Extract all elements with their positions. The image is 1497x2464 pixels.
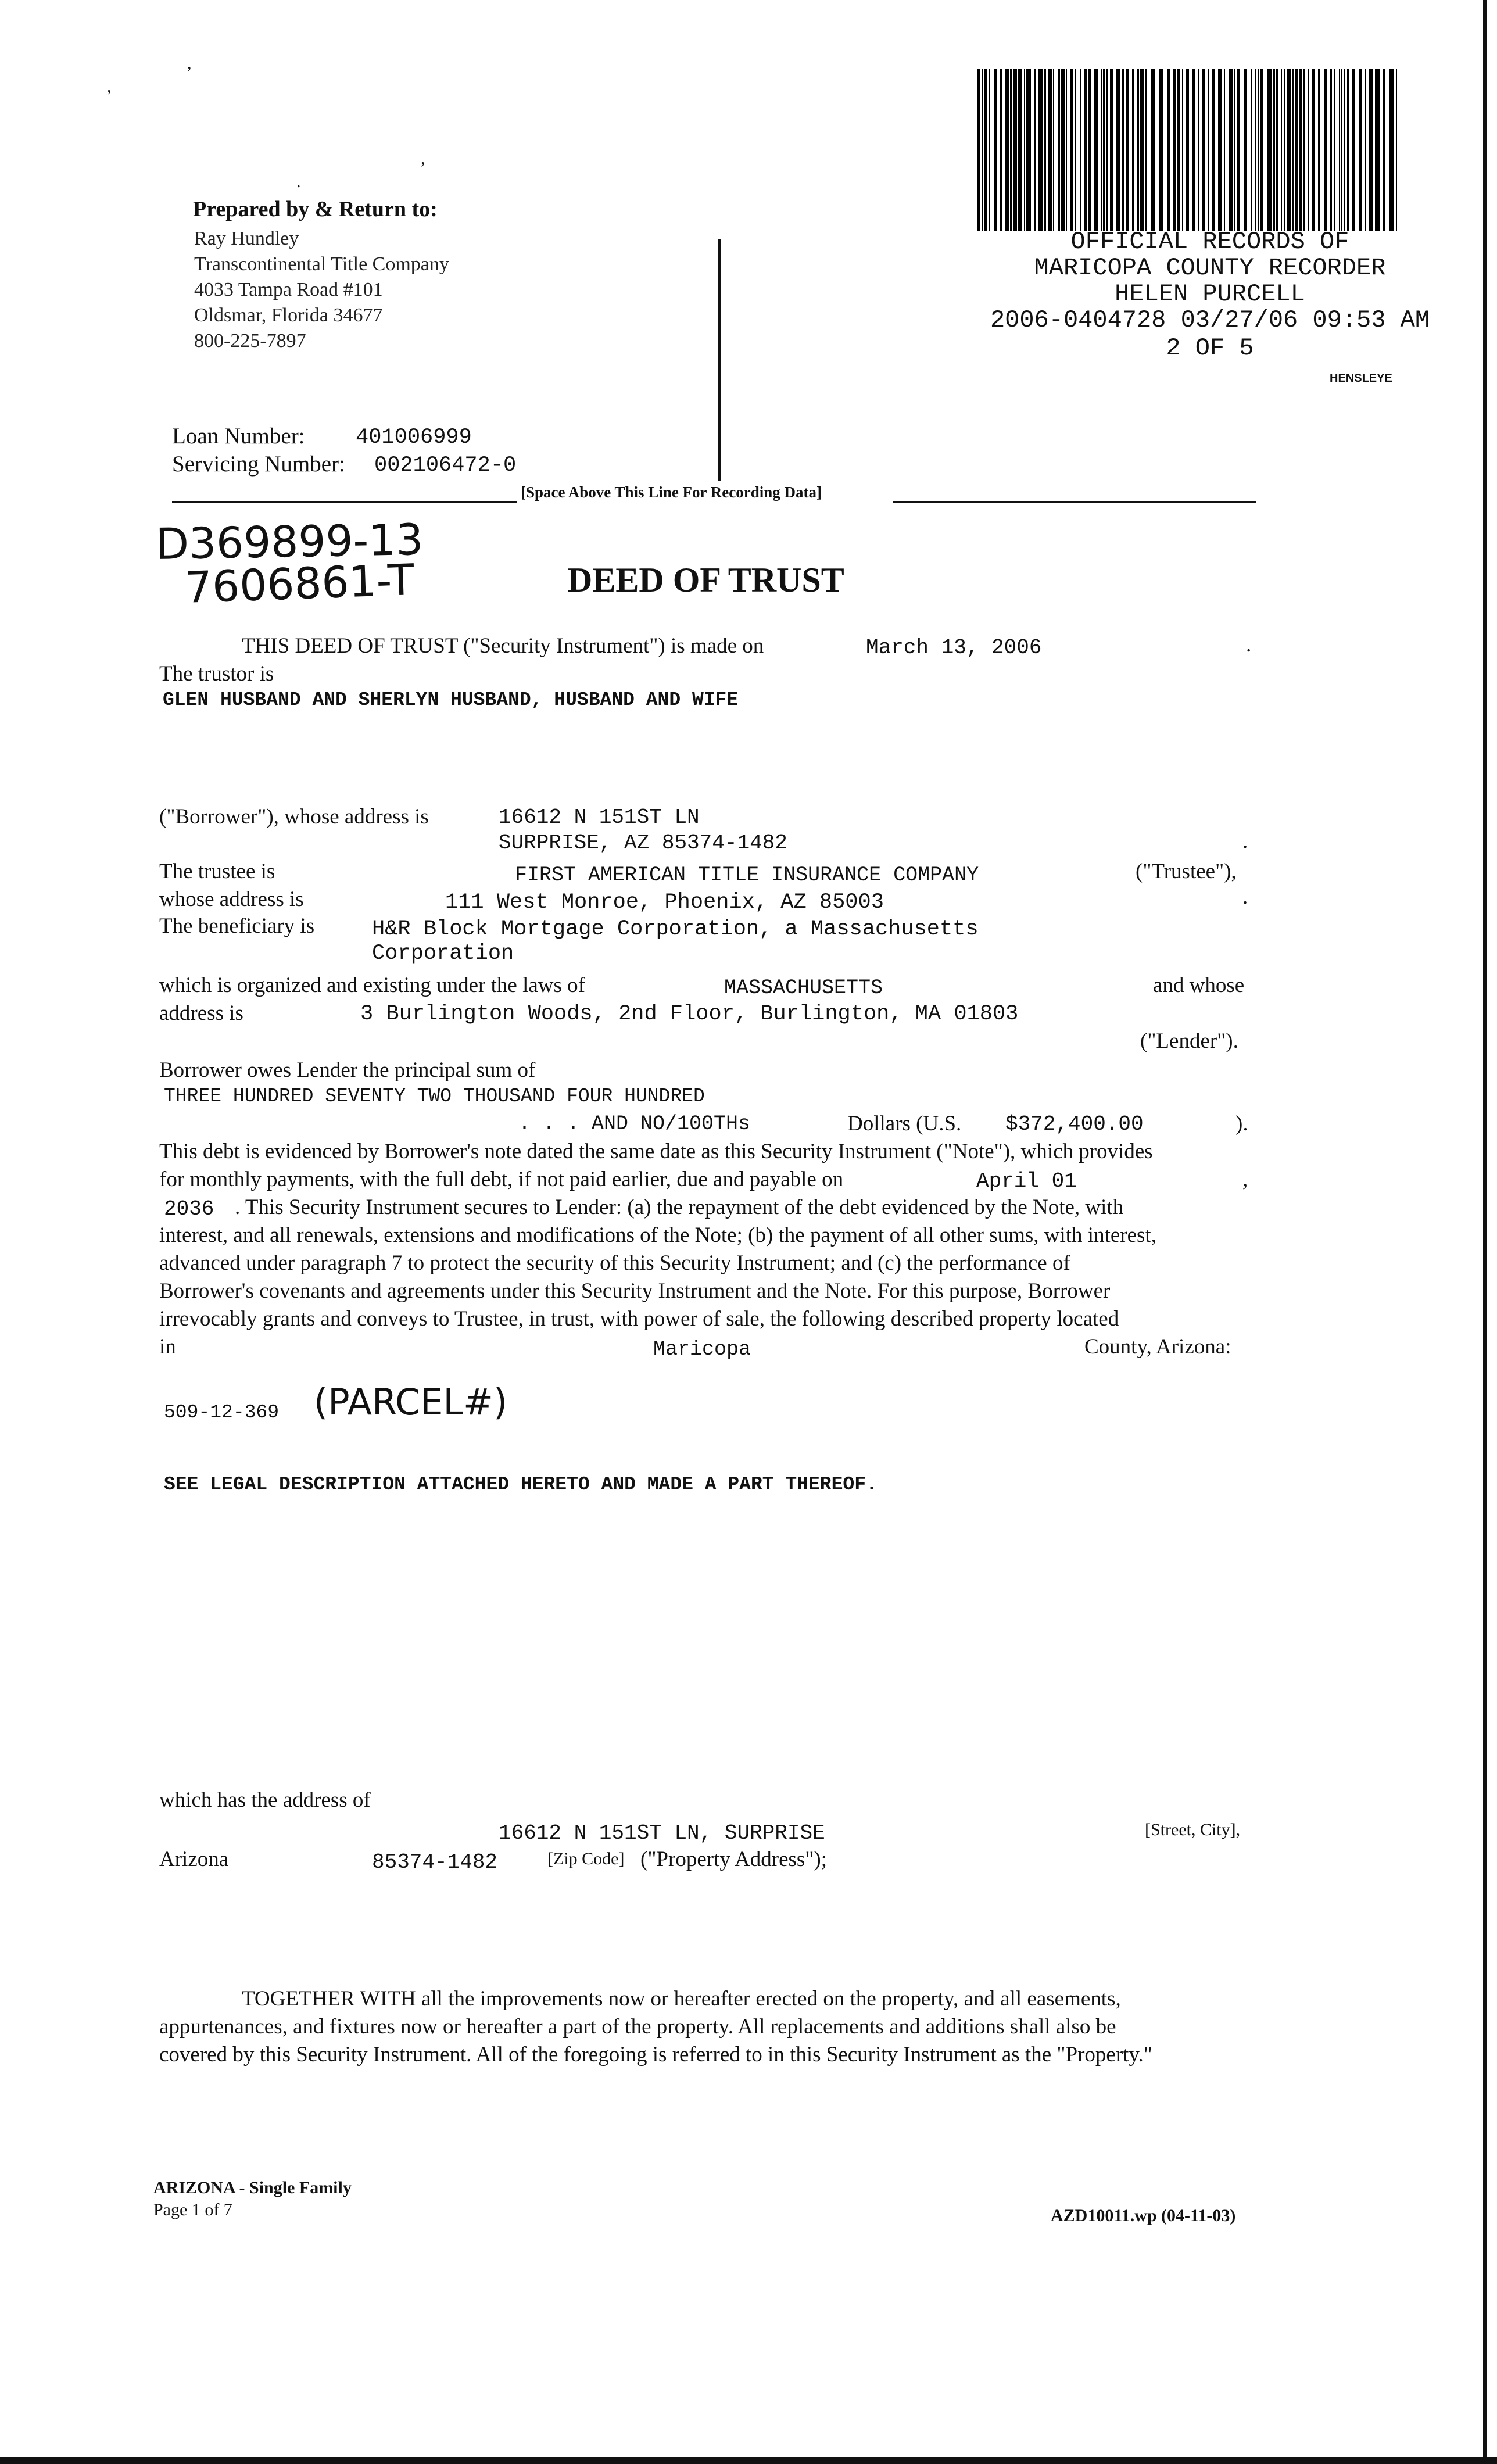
barcode-bar [1000, 69, 1002, 231]
principal-intro: Borrower owes Lender the principal sum of [159, 1058, 536, 1082]
zip-code-tag: [Zip Code] [547, 1849, 625, 1868]
barcode-bar [1318, 69, 1320, 231]
barcode-bar [1094, 69, 1098, 231]
barcode-bar [1005, 69, 1009, 231]
handwritten-reference: D369899-13 [155, 514, 424, 570]
handwritten-parcel-note: (PARCEL#) [314, 1381, 508, 1423]
together-text-line: appurtenances, and fixtures now or hereafter a part of the property. All replacements and additions shall also be [159, 2015, 1116, 2039]
principal-amount: $372,400.00 [1005, 1112, 1144, 1136]
barcode-bar [1044, 69, 1046, 231]
barcode-bar [1389, 69, 1394, 231]
property-street-city: 16612 N 151ST LN, SURPRISE [499, 1821, 825, 1845]
barcode-bar [1365, 69, 1366, 231]
servicing-number-label: Servicing Number: [172, 452, 345, 477]
stray-mark: , [1242, 1167, 1248, 1191]
debt-text-line: irrevocably grants and conveys to Trustee, in trust, with power of sale, the following described property located [159, 1307, 1119, 1331]
barcode-bar [1026, 69, 1031, 231]
barcode-bar [1101, 69, 1102, 231]
barcode-bar [1369, 69, 1373, 231]
barcode-bar [994, 69, 997, 231]
barcode-bar [1018, 69, 1022, 231]
barcode-icon [975, 69, 1399, 231]
property-zip: 85374-1482 [372, 1850, 498, 1874]
barcode-bar [1339, 69, 1340, 231]
prepared-by-heading: Prepared by & Return to: [193, 197, 438, 221]
in-label: in [159, 1335, 176, 1359]
barcode-bar [1251, 69, 1252, 231]
form-name: ARIZONA - Single Family [153, 2178, 352, 2197]
page-number: Page 1 of 7 [153, 2200, 232, 2219]
street-city-tag: [Street, City], [1145, 1820, 1241, 1839]
barcode-bar [1255, 69, 1256, 231]
barcode-bar [982, 69, 983, 231]
barcode-bar [1075, 69, 1076, 231]
barcode-bar [1173, 69, 1176, 231]
barcode-bar [1258, 69, 1259, 231]
barcode-bar [1151, 69, 1155, 231]
debt-text-line: for monthly payments, with the full debt, if not paid earlier, due and payable on [159, 1167, 844, 1191]
scan-edge-bottom [0, 2457, 1497, 2464]
barcode-bar [1066, 69, 1067, 231]
barcode-bar [1312, 69, 1315, 231]
servicing-number-value: 002106472-0 [374, 453, 517, 478]
barcode-bar [1192, 69, 1195, 231]
barcode-bar [1159, 69, 1163, 231]
barcode-bar [1229, 69, 1233, 231]
intro-text: THIS DEED OF TRUST ("Security Instrument") is made on [242, 634, 764, 658]
county-name: Maricopa [653, 1338, 751, 1361]
trustee-address-label: whose address is [159, 887, 304, 911]
trustee-suffix: ("Trustee"), [1136, 859, 1237, 883]
stray-mark: , [421, 149, 425, 168]
instrument-date: March 13, 2006 [866, 636, 1042, 660]
legal-description-reference: SEE LEGAL DESCRIPTION ATTACHED HERETO AND MADE A PART THEREOF. [164, 1474, 878, 1495]
barcode-bar [1383, 69, 1385, 231]
property-address-label: which has the address of [159, 1788, 371, 1812]
loan-number-label: Loan Number: [172, 424, 305, 449]
prepared-by-line: Oldsmar, Florida 34677 [194, 305, 383, 326]
barcode-bar [1145, 69, 1147, 231]
barcode-bar [1198, 69, 1199, 231]
barcode-bar [1299, 69, 1302, 231]
barcode-bar [1182, 69, 1183, 231]
document-title: DEED OF TRUST [567, 561, 844, 599]
barcode-bar [1276, 69, 1278, 231]
debt-text-line: Borrower's covenants and agreements under this Security Instrument and the Note. For this purpose, Borrower [159, 1279, 1111, 1303]
dollars-label: Dollars (U.S. [847, 1112, 962, 1136]
barcode-bar [1137, 69, 1139, 231]
recording-rule-right [893, 501, 1256, 503]
barcode-bar [1303, 69, 1305, 231]
and-whose-label: and whose [1153, 973, 1245, 997]
barcode-bar [1234, 69, 1235, 231]
parcel-number: 509-12-369 [164, 1402, 280, 1423]
scan-edge-right [1483, 0, 1487, 2464]
trustor-names: GLEN HUSBAND AND SHERLYN HUSBAND, HUSBAND AND WIFE [163, 689, 739, 711]
barcode-bar [1347, 69, 1349, 231]
maturity-date: April 01 [976, 1169, 1077, 1193]
together-text-line: TOGETHER WITH all the improvements now or hereafter erected on the property, and all easements, [242, 1987, 1121, 2011]
stray-mark: . [1242, 885, 1248, 909]
beneficiary-name-line1: H&R Block Mortgage Corporation, a Massachusetts [372, 917, 979, 941]
barcode-bar [1024, 69, 1025, 231]
debt-text-line: advanced under paragraph 7 to protect the security of this Security Instrument; and (c) the performance of [159, 1251, 1070, 1275]
recording-rule-left [172, 501, 517, 503]
handwritten-reference: 7606861-T [184, 555, 416, 613]
organized-label: which is organized and existing under the laws of [159, 973, 585, 997]
barcode-bar [1013, 69, 1017, 231]
prepared-by-line: Ray Hundley [194, 228, 299, 249]
barcode-bar [1088, 69, 1091, 231]
recording-line: HELEN PURCELL [1115, 280, 1305, 308]
barcode-bar [1324, 69, 1327, 231]
barcode-bar [1352, 69, 1355, 231]
trustee-address: 111 West Monroe, Phoenix, AZ 85003 [445, 890, 884, 915]
barcode-bar [1034, 69, 1036, 231]
barcode-bar [1281, 69, 1282, 231]
barcode-bar [1202, 69, 1205, 231]
barcode-bar [1084, 69, 1087, 231]
barcode-bar [984, 69, 987, 231]
barcode-bar [1110, 69, 1113, 231]
borrower-address-line1: 16612 N 151ST LN [499, 805, 700, 829]
maturity-year: 2036 [164, 1197, 214, 1221]
property-state: Arizona [159, 1847, 229, 1871]
header-divider [718, 239, 721, 481]
barcode-bar [1208, 69, 1209, 231]
debt-text-line: interest, and all renewals, extensions and modifications of the Note; (b) the payment of all other sums, with interest, [159, 1223, 1156, 1247]
barcode-bar [1260, 69, 1263, 231]
barcode-bar [1186, 69, 1189, 231]
barcode-bar [1010, 69, 1012, 231]
prepared-by-line: 800-225-7897 [194, 330, 306, 352]
barcode-bar [1070, 69, 1073, 231]
barcode-bar [1284, 69, 1285, 231]
barcode-bar [1122, 69, 1124, 231]
recording-line-label: [Space Above This Line For Recording Data] [521, 484, 822, 501]
recording-line: OFFICIAL RECORDS OF [1070, 228, 1349, 256]
beneficiary-name-line2: Corporation [372, 941, 514, 966]
barcode-bar [1224, 69, 1225, 231]
clerk-initials: HENSLEYE [1330, 372, 1392, 385]
borrower-address-line2: SURPRISE, AZ 85374-1482 [499, 831, 787, 855]
barcode-bar [1167, 69, 1170, 231]
barcode-bar [1244, 69, 1247, 231]
barcode-bar [977, 69, 980, 231]
trustee-label: The trustee is [159, 859, 275, 883]
together-text-line: covered by this Security Instrument. All of the foregoing is referred to in this Security Instrument as the "Property." [159, 2043, 1152, 2067]
beneficiary-address-label: address is [159, 1001, 243, 1025]
barcode-bar [1308, 69, 1309, 231]
form-code: AZD10011.wp (04-11-03) [1051, 2206, 1236, 2225]
recording-line: MARICOPA COUNTY RECORDER [1034, 254, 1386, 282]
barcode-bar [1212, 69, 1215, 231]
barcode-bar [1126, 69, 1129, 231]
barcode-bar [1106, 69, 1108, 231]
barcode-bar [1116, 69, 1120, 231]
barcode-bar [1237, 69, 1240, 231]
stray-mark: . [1246, 633, 1252, 657]
barcode-bar [989, 69, 990, 231]
organization-state: MASSACHUSETTS [724, 976, 883, 1000]
barcode-bar [1375, 69, 1380, 231]
recording-line: 2006-0404728 03/27/06 09:53 AM [990, 306, 1430, 334]
recording-line: 2 OF 5 [1166, 334, 1254, 362]
barcode-bar [1177, 69, 1180, 231]
barcode-bar [1053, 69, 1054, 231]
barcode-bar [1267, 69, 1272, 231]
barcode-bar [1341, 69, 1342, 231]
barcode-bar [1292, 69, 1294, 231]
borrower-label: ("Borrower"), whose address is [159, 805, 429, 829]
barcode-bar [1103, 69, 1105, 231]
debt-text-line: . This Security Instrument secures to Lender: (a) the repayment of the debt evidenced by the Note, with [235, 1195, 1124, 1219]
county-suffix: County, Arizona: [1084, 1335, 1231, 1359]
barcode-bar [1218, 69, 1222, 231]
prepared-by-line: Transcontinental Title Company [194, 253, 449, 275]
principal-close: ). [1235, 1112, 1248, 1136]
barcode-bar [1038, 69, 1043, 231]
beneficiary-address: 3 Burlington Woods, 2nd Floor, Burlington, MA 01803 [360, 1002, 1019, 1026]
lender-suffix: ("Lender"). [1140, 1029, 1238, 1053]
trustor-label: The trustor is [159, 662, 274, 686]
principal-words-line2: . . . AND NO/100THs [518, 1112, 751, 1136]
property-address-suffix: ("Property Address"); [640, 1847, 828, 1871]
beneficiary-label: The beneficiary is [159, 914, 315, 938]
barcode-bar [1080, 69, 1081, 231]
prepared-by-line: 4033 Tampa Road #101 [194, 279, 383, 300]
barcode-bar [1132, 69, 1134, 231]
barcode-bar [1295, 69, 1298, 231]
trustee-name: FIRST AMERICAN TITLE INSURANCE COMPANY [515, 864, 979, 887]
barcode-bar [1048, 69, 1052, 231]
barcode-bar [1273, 69, 1275, 231]
barcode-bar [1287, 69, 1291, 231]
barcode-bar [1359, 69, 1362, 231]
stray-mark: , [187, 53, 192, 73]
barcode-bar [1140, 69, 1144, 231]
stray-mark: . [296, 172, 301, 191]
barcode-bar [1330, 69, 1332, 231]
stray-mark: . [1242, 829, 1248, 853]
barcode-bar [1061, 69, 1065, 231]
barcode-bar [1058, 69, 1060, 231]
barcode-bar [1334, 69, 1335, 231]
debt-text-line: This debt is evidenced by Borrower's note dated the same date as this Security Instrument ("Note"), which provides [159, 1140, 1153, 1163]
stray-mark: , [107, 77, 112, 96]
loan-number-value: 401006999 [356, 425, 472, 450]
principal-words-line1: THREE HUNDRED SEVENTY TWO THOUSAND FOUR HUNDRED [164, 1086, 705, 1107]
barcode-bar [1396, 69, 1397, 231]
barcode-bar [1344, 69, 1345, 231]
